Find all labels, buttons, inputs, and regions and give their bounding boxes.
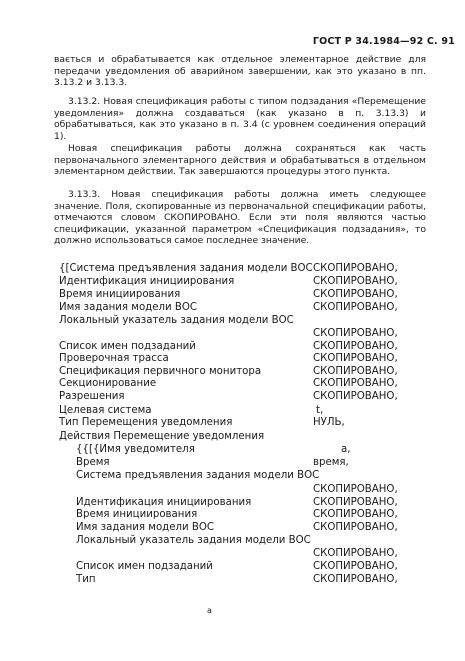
field-label: Имя задания модели ВОС (59, 302, 197, 313)
field-label: Имя задания модели ВОС (76, 522, 214, 533)
field-label: {{[{Имя уведомителя (76, 444, 195, 455)
field-label: Идентификация инициирования (76, 497, 252, 508)
field-label: Список имен подзаданий (76, 561, 213, 572)
paragraph-new-spec: Новая спецификация работы должна сохраняться как часть первоначального элементарного действия и обрабатываться в отдельном элементарном действии. Так завершаются процедуры этого пункта. (54, 143, 426, 178)
field-label: Время инициирования (76, 509, 198, 520)
field-label: Проверочная трасса (59, 353, 169, 364)
paragraph-3-13-3: 3.13.3. Новая спецификация работы должна иметь следующее значение. Поля, скопированные из первоначальной спецификации работы, отмечаются словом СКОПИРОВАНО. Если эти поля являются частью спецификации, указанной параметром «Спецификация подзадания», то должно использоваться самое последнее значение. (54, 189, 426, 247)
field-value: t, (316, 405, 324, 416)
field-value: СКОПИРОВАНО, (313, 391, 398, 402)
field-value: СКОПИРОВАНО, (313, 378, 398, 389)
field-value: СКОПИРОВАНО, (313, 574, 398, 585)
field-value: a, (341, 444, 351, 455)
field-value: СКОПИРОВАНО, (313, 484, 398, 495)
field-label: Время (76, 457, 110, 468)
field-value: СКОПИРОВАНО, (313, 497, 398, 508)
field-label: Локальный указатель задания модели ВОС (76, 535, 311, 546)
field-value: СКОПИРОВАНО, (313, 302, 398, 313)
field-value: СКОПИРОВАНО, (313, 522, 398, 533)
paragraph-3-13-2: 3.13.2. Новая спецификация работы с типом подзадания «Перемещение уведомления» должна создаваться (как указано в п. 3.13.3) и обрабатываться, как это указано в п. 3.4 (с уровнем соединения операций 1). (54, 96, 426, 142)
field-label: Идентификация инициирования (59, 276, 235, 287)
field-value: СКОПИРОВАНО, (313, 509, 398, 520)
field-label: Время инициирования (59, 289, 181, 300)
field-value: время, (313, 457, 349, 468)
field-value: СКОПИРОВАНО, (313, 366, 398, 377)
field-label: Локальный указатель задания модели ВОС (59, 315, 294, 326)
running-header: ГОСТ Р 34.1984—92 С. 91 (312, 36, 455, 47)
field-value: СКОПИРОВАНО, (313, 263, 398, 274)
field-label: Система предъявления задания модели ВОС (76, 470, 320, 481)
field-label: Целевая система (59, 405, 152, 416)
field-label: Список имен подзаданий (59, 341, 196, 352)
field-label: Разрешения (59, 391, 125, 402)
field-value: СКОПИРОВАНО, (313, 276, 398, 287)
field-value: СКОПИРОВАНО, (313, 561, 398, 572)
page-mark: a (207, 606, 212, 615)
field-label: Тип Перемещения уведомления (59, 417, 233, 428)
paragraph-continuation: вається и обрабатывается как отдельное элементарное действие для передачи уведомления об аварийном завершении, как это указано в пп. 3.13.2 и 3.13.3. (54, 54, 426, 89)
field-label: Секционирование (59, 378, 157, 389)
field-label: {[Система предъявления задания модели ВОС (59, 263, 313, 274)
field-label: Тип (76, 574, 96, 585)
field-label: Действия Перемещение уведомления (59, 431, 265, 442)
field-value: СКОПИРОВАНО, (313, 289, 398, 300)
field-value: СКОПИРОВАНО, (313, 353, 398, 364)
field-value: СКОПИРОВАНО, (313, 341, 398, 352)
field-label: Спецификация первичного монитора (59, 366, 262, 377)
field-value: НУЛЬ, (313, 417, 345, 428)
field-value: СКОПИРОВАНО, (313, 548, 398, 559)
field-value: СКОПИРОВАНО, (313, 328, 398, 339)
